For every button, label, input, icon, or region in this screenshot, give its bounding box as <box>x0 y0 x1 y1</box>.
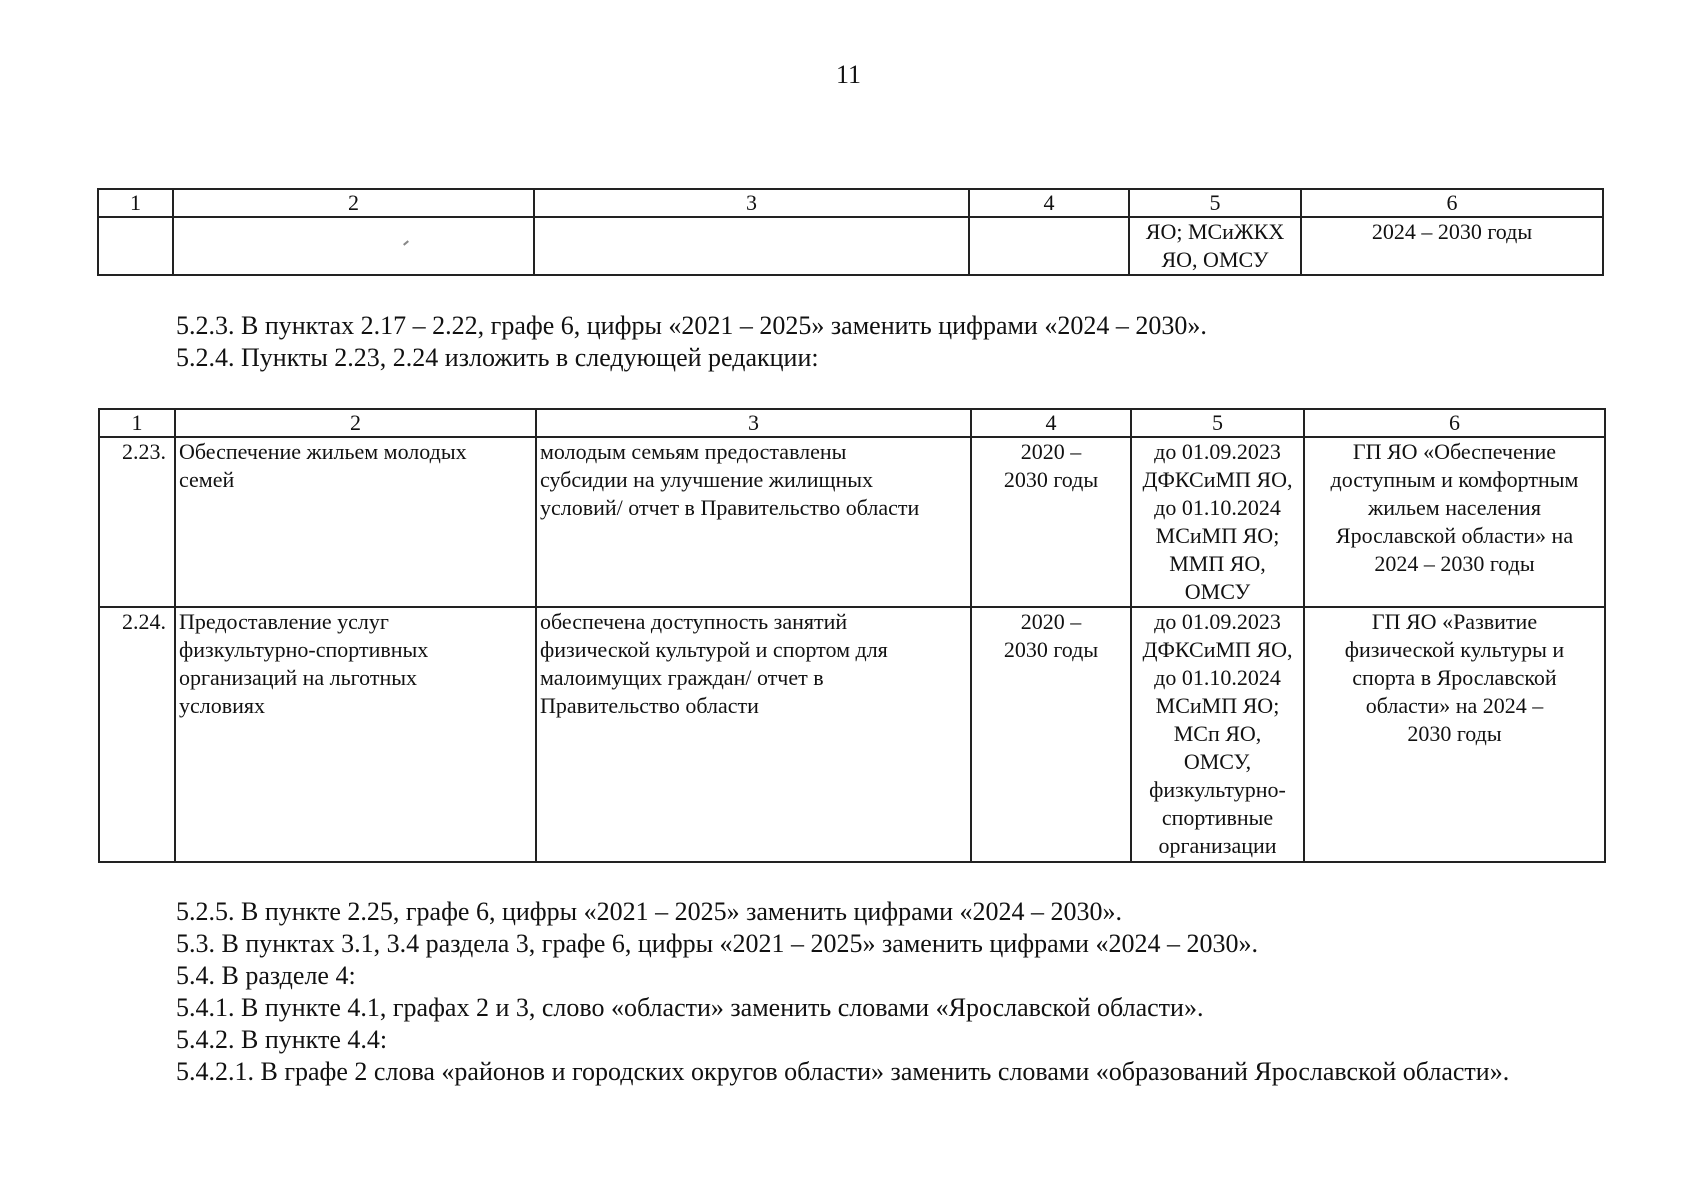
paragraph-5-3: 5.3. В пунктах 3.1, 3.4 раздела 3, графе 6, цифры «2021 – 2025» заменить цифрами «2024 – 2030». <box>176 929 1258 958</box>
table-header-row <box>99 409 1605 437</box>
cell-line: области» на 2024 – <box>1365 693 1544 718</box>
cell-line: МСп ЯО, <box>1173 721 1262 746</box>
cell-line: обеспечена доступность занятий <box>540 609 848 634</box>
item-name-cell <box>175 437 536 607</box>
table-header-row <box>98 189 1603 217</box>
cell-line: спорта в Ярославской <box>1352 665 1557 690</box>
cell-line: ММП ЯО, <box>1169 551 1266 576</box>
cell-line: молодым семьям предоставлены <box>540 439 847 464</box>
cell-line: ДФКСиМП ЯО, <box>1142 637 1293 662</box>
item-result-cell <box>536 607 971 862</box>
items-table <box>98 408 1606 863</box>
item-period-cell <box>971 437 1131 607</box>
cell-line: ЯО, ОМСУ <box>1161 247 1269 272</box>
cell-line: физкультурно- <box>1149 777 1286 802</box>
cell-line: до 01.10.2024 <box>1154 495 1281 520</box>
cell-line: 2030 годы <box>1407 721 1502 746</box>
cell-line: субсидии на улучшение жилищных <box>540 467 874 492</box>
column-header: 1 <box>98 189 173 217</box>
cell-line: организаций на льготных <box>179 665 418 690</box>
cell-line: спортивные <box>1161 805 1274 830</box>
cell-line: Обеспечение жильем молодых <box>179 439 467 464</box>
cell-line: ЯО; МСиЖКХ <box>1145 219 1285 244</box>
item-executors-cell <box>1131 607 1304 862</box>
table-cell <box>173 217 534 275</box>
cell-line: Правительство области <box>540 693 759 718</box>
cell-line: доступным и комфортным <box>1330 467 1579 492</box>
item-program-cell <box>1304 607 1605 862</box>
cell-line: до 01.09.2023 <box>1154 609 1281 634</box>
cell-line: условиях <box>179 693 266 718</box>
cell-line: МСиМП ЯО; <box>1155 693 1280 718</box>
table-cell <box>534 217 969 275</box>
column-header: 5 <box>1129 189 1301 217</box>
cell-line: 2030 годы <box>1003 637 1099 662</box>
cell-line: Предоставление услуг <box>179 609 389 634</box>
cell-line: семей <box>179 467 235 492</box>
table-row <box>98 217 1603 275</box>
item-number: 2.23. <box>99 437 175 607</box>
cell-line: ОМСУ, <box>1183 749 1252 774</box>
cell-line: 2030 годы <box>1003 467 1099 492</box>
column-header: 4 <box>969 189 1129 217</box>
column-header: 6 <box>1301 189 1603 217</box>
cell-line: физической культуры и <box>1344 637 1565 662</box>
cell-line: МСиМП ЯО; <box>1155 523 1280 548</box>
cell-line: жильем населения <box>1368 495 1541 520</box>
cell-line: организации <box>1158 833 1277 858</box>
item-executors-cell <box>1131 437 1304 607</box>
page-number: 11 <box>835 60 862 89</box>
executors-cell <box>1129 217 1301 275</box>
paragraph-5-4: 5.4. В разделе 4: <box>176 961 356 990</box>
column-header: 3 <box>534 189 969 217</box>
cell-line: физкультурно-спортивных <box>179 637 429 662</box>
cell-line: малоимущих граждан/ отчет в <box>540 665 824 690</box>
item-name-cell <box>175 607 536 862</box>
paragraph-5-4-1: 5.4.1. В пункте 4.1, графах 2 и 3, слово «области» заменить словами «Ярославской области». <box>176 993 1204 1022</box>
cell-line: до 01.09.2023 <box>1154 439 1281 464</box>
table-row <box>99 437 1605 607</box>
cell-line: ГП ЯО «Обеспечение <box>1352 439 1557 464</box>
cell-line: ОМСУ <box>1184 579 1251 604</box>
program-cell: 2024 – 2030 годы <box>1301 217 1603 275</box>
column-header: 6 <box>1304 409 1605 437</box>
item-result-cell <box>536 437 971 607</box>
paragraph-5-2-5: 5.2.5. В пункте 2.25, графе 6, цифры «2021 – 2025» заменить цифрами «2024 – 2030». <box>176 897 1123 926</box>
column-header: 3 <box>536 409 971 437</box>
column-header: 5 <box>1131 409 1304 437</box>
paragraph-5-4-2: 5.4.2. В пункте 4.4: <box>176 1025 388 1054</box>
cell-line: физической культурой и спортом для <box>540 637 888 662</box>
paragraph-5-4-2-1: 5.4.2.1. В графе 2 слова «районов и городских округов области» заменить словами «образований Ярославской области». <box>176 1057 1510 1086</box>
cell-line: 2020 – <box>1020 609 1082 634</box>
item-period-cell <box>971 607 1131 862</box>
cell-line: 2020 – <box>1020 439 1082 464</box>
table-row <box>99 607 1605 862</box>
paragraph-5-2-4: 5.2.4. Пункты 2.23, 2.24 изложить в следующей редакции: <box>176 343 819 372</box>
column-header: 2 <box>173 189 534 217</box>
table-cell <box>98 217 173 275</box>
column-header: 1 <box>99 409 175 437</box>
paragraph-5-2-3: 5.2.3. В пунктах 2.17 – 2.22, графе 6, цифры «2021 – 2025» заменить цифрами «2024 – 2030». <box>176 311 1207 340</box>
item-number: 2.24. <box>99 607 175 862</box>
continuation-table <box>97 188 1604 276</box>
cell-line: условий/ отчет в Правительство области <box>540 495 920 520</box>
cell-line: 2024 – 2030 годы <box>1374 551 1535 576</box>
pen-mark-icon <box>403 240 409 245</box>
cell-line: Ярославской области» на <box>1335 523 1574 548</box>
cell-line: ДФКСиМП ЯО, <box>1142 467 1293 492</box>
cell-line: до 01.10.2024 <box>1154 665 1281 690</box>
column-header: 4 <box>971 409 1131 437</box>
column-header: 2 <box>175 409 536 437</box>
table-cell <box>969 217 1129 275</box>
item-program-cell <box>1304 437 1605 607</box>
cell-line: ГП ЯО «Развитие <box>1371 609 1538 634</box>
